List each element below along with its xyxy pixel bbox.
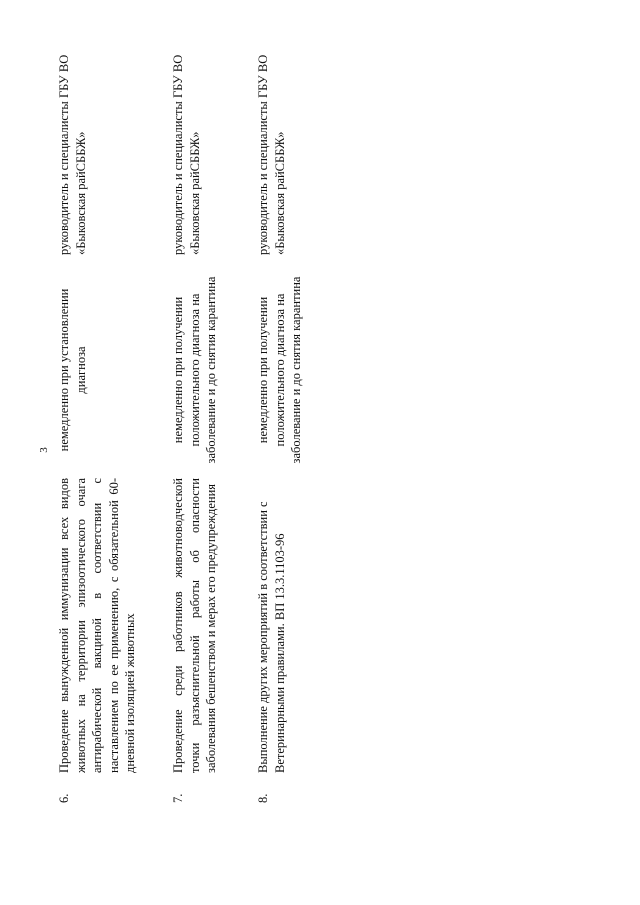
measure-cell: [170, 478, 220, 803]
table-row: [56, 0, 146, 905]
table-row: [170, 0, 250, 905]
term-cell: немедленно при получении положительного диагноза на заболевание и до снятия карантина: [171, 276, 219, 464]
row-number: 8.: [256, 793, 270, 803]
row-number: 7.: [171, 793, 185, 803]
measure-cell: [56, 478, 139, 803]
responsible-cell: руководитель и специалисты ГБУ ВО «Быковская райСББЖ»: [256, 54, 287, 255]
page-number: 3: [38, 447, 50, 453]
responsible-cell: руководитель и специалисты ГБУ ВО «Быковская райСББЖ»: [171, 54, 202, 255]
responsible-cell: руководитель и специалисты ГБУ ВО «Быковская райСББЖ»: [57, 54, 88, 255]
row-number: 6.: [57, 793, 71, 803]
measure-text: Проведение среди работников животноводческой точки разъяснительной работы об опасности заболевания бешенством и мерах его предупреждения: [171, 478, 219, 773]
term-cell: немедленно при установлении диагноза: [57, 288, 88, 452]
table-row: [255, 0, 335, 905]
measure-text: Проведение вынужденной иммунизации всех видов животных на территории эпизоотического очага антирабической вакциной в соответствии с наставлением по ее применению, с обязательной 60-дневной изоляцией животных: [57, 478, 138, 773]
measure-cell: [255, 478, 288, 803]
term-cell: немедленно при получении положительного диагноза на заболевание и до снятия карантина: [256, 276, 304, 464]
measure-text: Выполнение других мероприятий в соответствии с Ветеринарными правилами. ВП 13.3.1103-96: [256, 501, 287, 773]
